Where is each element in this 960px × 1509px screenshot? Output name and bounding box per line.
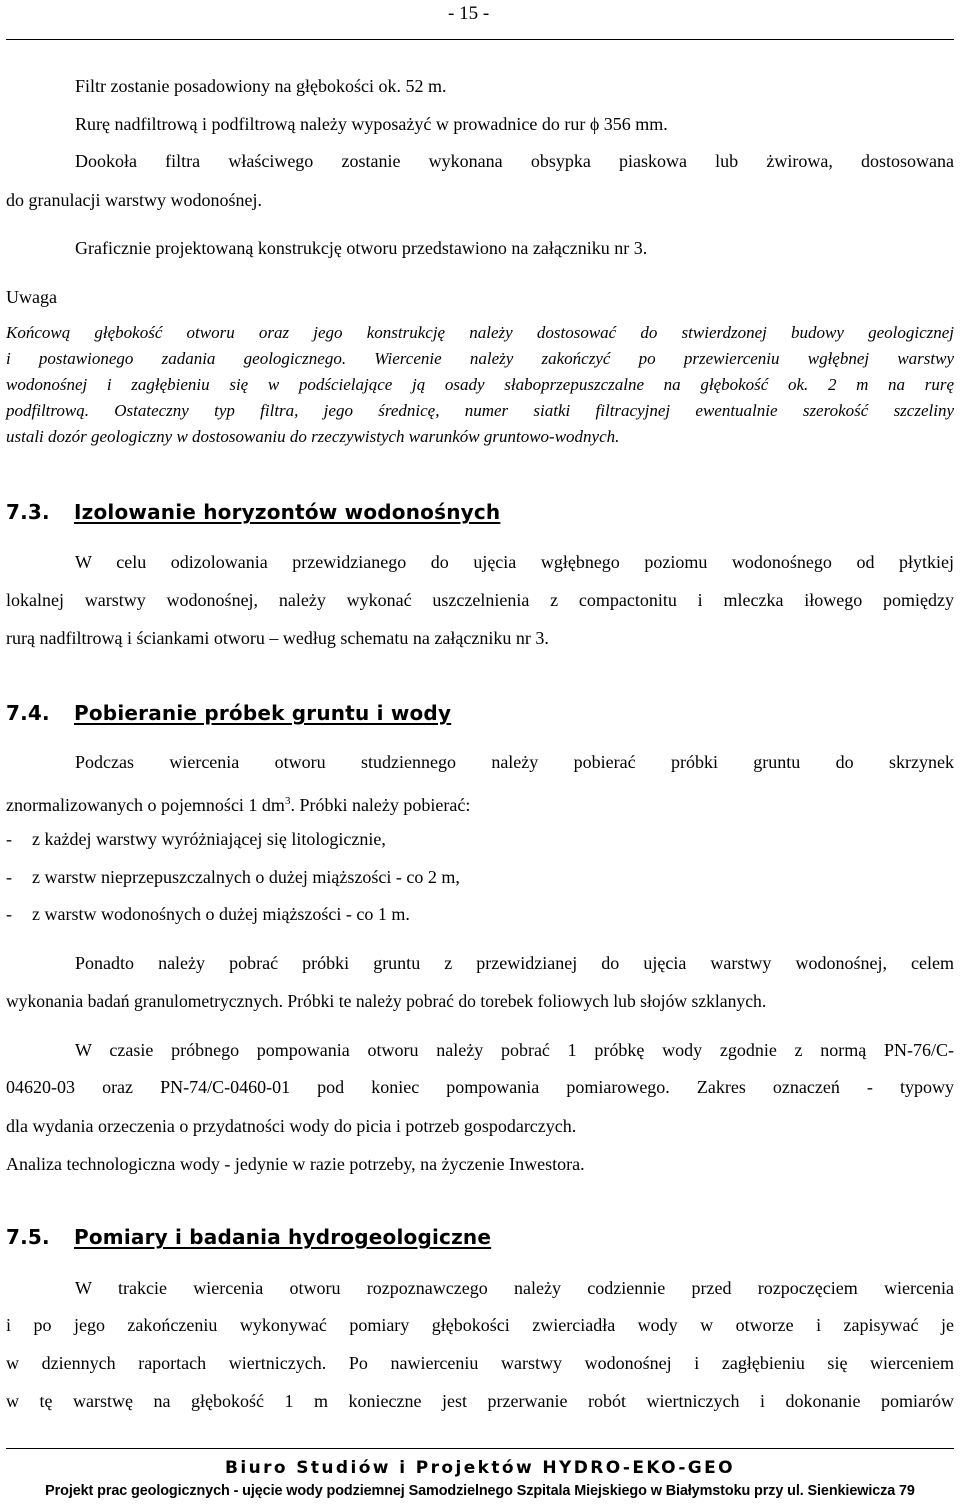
note-line: i postawionego zadania geologicznego. Wiercenie należy zakończyć po przewierceniu wgłębnej warstwy: [6, 349, 954, 368]
footer-company: Biuro Studiów i Projektów HYDRO-EKO-GEO: [224, 1458, 736, 1478]
footer-rule: [6, 1448, 954, 1449]
text-run: . Próbki należy pobierać:: [290, 795, 471, 815]
paragraph-line: rurą nadfiltrową i ściankami otworu – według schematu na załączniku nr 3.: [6, 628, 549, 648]
paragraph-line: Ponadto należy pobrać próbki gruntu z przewidzianej do ujęcia warstwy wodonośnej, celem: [75, 953, 954, 973]
paragraph-line: w dziennych raportach wiertniczych. Po nawierceniu warstwy wodonośnej i zagłębieniu się wierceniem: [6, 1353, 954, 1373]
section-heading-7-3: [6, 500, 500, 524]
section-number: 7.3.: [6, 500, 50, 524]
paragraph-line: Graficznie projektowaną konstrukcję otworu przedstawiono na załączniku nr 3.: [75, 238, 648, 258]
section-title: Pobieranie próbek gruntu i wody: [74, 701, 452, 725]
paragraph-line: Rurę nadfiltrową i podfiltrową należy wyposażyć w prowadnice do rur ϕ 356 mm.: [75, 114, 668, 134]
list-item-text: z warstw nieprzepuszczalnych o dużej miąższości - co 2 m,: [32, 867, 460, 887]
list-dash: -: [6, 829, 12, 849]
note-line: Końcową głębokość otworu oraz jego konstrukcję należy dostosować do stwierdzonej budowy geologicznej: [6, 323, 954, 342]
header-rule: [6, 39, 954, 40]
section-heading-7-5: [6, 1225, 491, 1249]
paragraph-line: dla wydania orzeczenia o przydatności wody do picia i potrzeb gospodarczych.: [6, 1116, 577, 1136]
list-item-text: z warstw wodonośnych o dużej miąższości - co 1 m.: [32, 904, 410, 924]
page-number: - 15 -: [448, 3, 490, 24]
paragraph-line: w tę warstwę na głębokość 1 m konieczne jest przerwanie robót wiertniczych i dokonanie pomiarów: [6, 1391, 954, 1411]
note-line: podfiltrową. Ostateczny typ filtra, jego średnicę, numer siatki filtracyjnej ewentualnie szerokość szczeliny: [6, 401, 954, 420]
section-title: Pomiary i badania hydrogeologiczne: [74, 1225, 492, 1249]
list-dash: -: [6, 867, 12, 887]
section-heading-7-4: [6, 701, 451, 725]
paragraph-line: Filtr zostanie posadowiony na głębokości ok. 52 m.: [75, 76, 447, 96]
paragraph-line: W celu odizolowania przewidzianego do ujęcia wgłębnego poziomu wodonośnego od płytkiej: [75, 552, 954, 572]
paragraph-line: W trakcie wiercenia otworu rozpoznawczego należy codziennie przed rozpoczęciem wiercenia: [75, 1278, 954, 1298]
paragraph-line: Analiza technologiczna wody - jedynie w razie potrzeby, na życzenie Inwestora.: [6, 1154, 585, 1174]
footer-project: Projekt prac geologicznych - ujęcie wody podziemnej Samodzielnego Szpitala Miejskiego w Białymstoku przy ul. Sienkiewicza 79: [45, 1483, 915, 1499]
paragraph-line: lokalnej warstwy wodonośnej, należy wykonać uszczelnienia z compactonitu i mleczka iłowego pomiędzy: [6, 590, 954, 610]
superscript: 3: [284, 795, 291, 807]
list-item: [6, 866, 460, 888]
text-run: znormalizowanych o pojemności 1 dm: [6, 795, 285, 815]
paragraph-line: do granulacji warstwy wodonośnej.: [6, 190, 262, 210]
paragraph-line: W czasie próbnego pompowania otworu należy pobrać 1 próbkę wody zgodnie z normą PN-76/C-: [75, 1040, 954, 1060]
list-item: [6, 903, 410, 925]
list-item-text: z każdej warstwy wyróżniającej się litologicznie,: [32, 829, 386, 849]
paragraph-line: Dookoła filtra właściwego zostanie wykonana obsypka piaskowa lub żwirowa, dostosowana: [75, 151, 954, 171]
paragraph-line: [6, 790, 470, 816]
paragraph-line: i po jego zakończeniu wykonywać pomiary głębokości zwierciadła wody w otworze i zapisywać je: [6, 1315, 954, 1335]
note-label: Uwaga: [6, 287, 57, 307]
note-line: ustali dozór geologiczny w dostosowaniu do rzeczywistych warunków gruntowo-wodnych.: [6, 427, 620, 446]
section-number: 7.4.: [6, 701, 50, 725]
paragraph-line: wykonania badań granulometrycznych. Próbki te należy pobrać do torebek foliowych lub słojów szklanych.: [6, 991, 767, 1011]
list-dash: -: [6, 904, 12, 924]
paragraph-line: 04620-03 oraz PN-74/C-0460-01 pod koniec pompowania pomiarowego. Zakres oznaczeń - typowy: [6, 1077, 954, 1097]
section-number: 7.5.: [6, 1225, 50, 1249]
note-line: wodonośnej i zagłębieniu się w podścielające ją osady słaboprzepuszczalne na głębokość ok. 2 m na rurę: [6, 375, 954, 394]
list-item: [6, 828, 386, 850]
section-title: Izolowanie horyzontów wodonośnych: [74, 500, 501, 524]
paragraph-line: Podczas wiercenia otworu studziennego należy pobierać próbki gruntu do skrzynek: [75, 752, 954, 772]
